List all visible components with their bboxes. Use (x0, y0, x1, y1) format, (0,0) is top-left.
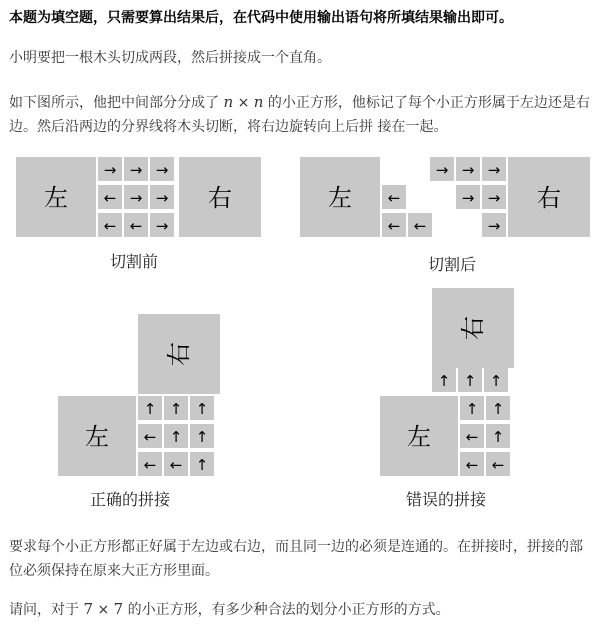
arrow-left-icon: ← (103, 189, 117, 207)
arrow-up-icon: ↑ (169, 400, 183, 418)
left-label: 左 (407, 423, 431, 451)
question-text-a: 请问，对于 (9, 602, 84, 618)
arrow-left-icon: ← (129, 217, 143, 235)
arrow-up-icon: ↑ (465, 400, 479, 418)
arrow-right-icon: → (129, 161, 143, 179)
arrow-up-icon: ↑ (463, 372, 477, 390)
arrow-left-icon: ← (387, 217, 401, 235)
arrow-right-icon: → (487, 161, 501, 179)
arrow-right-icon: → (461, 189, 475, 207)
times-sign: × (93, 602, 114, 618)
arrow-right-icon: → (435, 161, 449, 179)
arrow-right-icon: → (461, 161, 475, 179)
arrow-up-icon: ↑ (195, 456, 209, 474)
question-text-b: 的小正方形，有多少种合法的划分小正方形的方式。 (123, 602, 450, 618)
arrow-left-icon: ← (103, 217, 117, 235)
right-label-rotated: 右 (165, 342, 193, 366)
arrow-left-icon: ← (143, 428, 157, 446)
figure-wrong-join (380, 288, 514, 476)
caption-before: 切割前 (110, 252, 159, 271)
caption-wrong: 错误的拼接 (406, 490, 487, 509)
problem-constraint: 要求每个小正方形都正好属于左边或右边，而且同一边的必须是连通的。在拼接时，拼接的部位必须保持在原来大正方形里面。 (9, 539, 583, 579)
figure-before-cut (16, 157, 261, 237)
arrow-left-icon: ← (491, 456, 505, 474)
var-n: n (253, 93, 264, 111)
right-label: 右 (208, 184, 232, 212)
left-label: 左 (44, 184, 68, 212)
arrow-up-icon: ↑ (491, 428, 505, 446)
arrow-up-icon: ↑ (195, 400, 209, 418)
arrow-left-icon: ← (465, 456, 479, 474)
problem-intro: 小明要把一根木头切成两段，然后拼接成一个直角。 (9, 50, 331, 66)
caption-correct: 正确的拼接 (90, 490, 171, 509)
problem-question (9, 597, 590, 622)
arrow-up-icon: ↑ (195, 428, 209, 446)
arrow-left-icon: ← (143, 456, 157, 474)
arrow-left-icon: ← (465, 428, 479, 446)
arrow-up-icon: ↑ (491, 400, 505, 418)
times-sign: × (233, 95, 254, 111)
problem-heading: 本题为填空题，只需要算出结果后，在代码中使用输出语句将所填结果输出即可。 (9, 10, 513, 26)
left-label: 左 (85, 423, 109, 451)
var-n: n (223, 93, 234, 111)
arrow-up-icon: ↑ (437, 372, 451, 390)
desc-text-b: 的小正方形，他标记了每个小正方形属于左边还是右边。然后沿两边的分界线将木头切断，将右边旋转向上后拼 接在一起。 (9, 95, 590, 135)
arrow-up-icon: ↑ (169, 428, 183, 446)
arrow-right-icon: → (155, 189, 169, 207)
arrow-right-icon: → (103, 161, 117, 179)
figure-correct-join (58, 314, 220, 476)
arrow-right-icon: → (155, 161, 169, 179)
desc-text-a: 如下图所示，他把中间部分分成了 (9, 95, 224, 111)
number-7: 7 (113, 600, 124, 618)
problem-description (9, 90, 590, 139)
arrow-left-icon: ← (387, 189, 401, 207)
figure-after-cut (300, 157, 590, 237)
arrow-left-icon: ← (169, 456, 183, 474)
right-label-rotated: 右 (459, 316, 487, 340)
right-label: 右 (537, 184, 561, 212)
caption-after: 切割后 (428, 255, 477, 274)
number-7: 7 (83, 600, 93, 618)
left-label: 左 (328, 184, 352, 212)
arrow-right-icon: → (487, 189, 501, 207)
arrow-right-icon: → (155, 217, 169, 235)
arrow-up-icon: ↑ (143, 400, 157, 418)
arrow-right-icon: → (129, 189, 143, 207)
arrow-left-icon: ← (413, 217, 427, 235)
arrow-up-icon: ↑ (489, 372, 503, 390)
arrow-right-icon: → (487, 217, 501, 235)
